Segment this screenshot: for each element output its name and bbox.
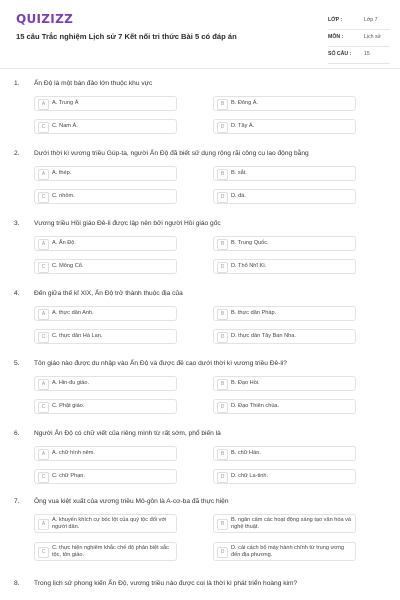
option-c[interactable] (34, 469, 177, 484)
option-text: A. Hin-đu giáo. (52, 380, 90, 386)
option-text: D. Tây Á. (231, 123, 255, 129)
option-text: A. Trung Á (52, 100, 79, 106)
option-letter: A (38, 449, 49, 460)
question-number: 3. (14, 220, 20, 227)
option-b[interactable] (213, 166, 356, 181)
question-text: Đến giữa thế kỉ XIX, Ấn Độ trở thành thuộc địa của (34, 290, 183, 297)
option-letter: D (217, 332, 228, 343)
option-c[interactable] (34, 259, 177, 274)
meta-row-subject (328, 31, 390, 47)
option-a[interactable] (34, 376, 177, 391)
option-text: B. Trung Quốc. (231, 240, 269, 246)
option-a[interactable] (34, 306, 177, 321)
option-text: D. cải cách bộ máy hành chính từ trung ương đến địa phương. (231, 545, 345, 558)
option-b[interactable] (213, 306, 356, 321)
option-a[interactable] (34, 446, 177, 461)
option-a[interactable] (34, 166, 177, 181)
header-divider (0, 68, 400, 69)
option-letter: D (217, 402, 228, 413)
question-number: 7. (14, 498, 20, 505)
option-text: A. chữ hình nêm. (52, 450, 95, 456)
option-text: D. đá. (231, 193, 246, 199)
option-letter: D (217, 262, 228, 273)
question-number: 6. (14, 430, 20, 437)
option-letter: A (38, 379, 49, 390)
option-d[interactable] (213, 542, 356, 561)
option-text: D. thực dân Tây Ban Nha. (231, 333, 296, 339)
option-letter: B (217, 309, 228, 320)
option-letter: D (217, 192, 228, 203)
option-letter: C (38, 192, 49, 203)
option-letter: A (38, 309, 49, 320)
option-letter: C (38, 332, 49, 343)
option-letter: A (38, 169, 49, 180)
option-d[interactable] (213, 399, 356, 414)
option-b[interactable] (213, 376, 356, 391)
meta-row-question-count (328, 48, 390, 64)
option-text: B. Đông Á. (231, 100, 259, 106)
option-letter: A (38, 519, 49, 530)
option-letter: B (217, 449, 228, 460)
question-number: 4. (14, 290, 20, 297)
option-text: C. Nam Á. (52, 123, 78, 129)
option-text: D. Thổ Nhĩ Kì. (231, 263, 267, 269)
option-text: C. chữ Phạn. (52, 473, 85, 479)
option-letter: A (38, 99, 49, 110)
option-d[interactable] (213, 469, 356, 484)
option-letter: B (217, 239, 228, 250)
option-b[interactable] (213, 514, 356, 533)
option-text: A. khuyến khích cự bóc lột của quý tộc đối với người dân. (52, 517, 167, 530)
meta-label: MÔN : (328, 34, 344, 40)
meta-value: Lịch sử (364, 34, 382, 40)
question-number: 8. (14, 580, 20, 587)
option-text: B. Đạo Hồi. (231, 380, 260, 386)
worksheet-header (0, 0, 400, 70)
option-letter: D (217, 122, 228, 133)
option-letter: B (217, 379, 228, 390)
question-text: Ấn Độ là một bán đảo lớn thuộc khu vực (34, 80, 153, 87)
option-letter: C (38, 547, 49, 558)
quizizz-logo[interactable]: QUIZIZZ (16, 12, 74, 26)
option-letter: C (38, 402, 49, 413)
option-letter: D (217, 472, 228, 483)
option-text: B. thực dân Pháp. (231, 310, 277, 316)
question-text: Vương triều Hồi giáo Đê-li được lập nên bởi người Hồi giáo gốc (34, 220, 221, 227)
question-text: Ông vua kiệt xuất của vương triều Mô-gôn là A-cơ-ba đã thực hiện (34, 498, 229, 505)
option-c[interactable] (34, 189, 177, 204)
option-text: D. chữ La-tinh. (231, 473, 269, 479)
meta-value: 15 (364, 51, 370, 57)
question-number: 1. (14, 80, 20, 87)
meta-info (328, 14, 390, 65)
option-c[interactable] (34, 119, 177, 134)
question-text: Tôn giáo nào được du nhập vào Ấn Độ và được đề cao dưới thời kì vương triều Đê-li? (34, 360, 287, 367)
meta-value: Lớp 7 (364, 17, 378, 23)
meta-label: SỐ CÂU : (328, 51, 352, 57)
option-text: B. chữ Hán. (231, 450, 261, 456)
option-d[interactable] (213, 189, 356, 204)
option-d[interactable] (213, 329, 356, 344)
option-c[interactable] (34, 542, 177, 561)
option-text: B. ngăn cấm các hoạt động sáng tạo văn hóa và nghệ thuật. (231, 517, 352, 530)
option-c[interactable] (34, 399, 177, 414)
option-d[interactable] (213, 259, 356, 274)
option-letter: C (38, 472, 49, 483)
option-a[interactable] (34, 96, 177, 111)
option-a[interactable] (34, 514, 177, 533)
option-text: C. thực hiện nghiêm khắc chế độ phân biệt sắc tộc, tôn giáo. (52, 545, 169, 558)
option-letter: C (38, 262, 49, 273)
question-text: Dưới thời kì vương triều Gúp-ta, người Ấn Độ đã biết sử dụng rộng rãi công cụ lao động bằng (34, 150, 309, 157)
option-c[interactable] (34, 329, 177, 344)
meta-row-class (328, 14, 390, 30)
option-b[interactable] (213, 446, 356, 461)
option-text: A. thép. (52, 170, 72, 176)
option-d[interactable] (213, 119, 356, 134)
question-number: 5. (14, 360, 20, 367)
option-letter: B (217, 169, 228, 180)
option-b[interactable] (213, 96, 356, 111)
option-text: C. Phật giáo. (52, 403, 85, 409)
question-text: Trong lịch sử phong kiến Ấn Độ, vương triều nào được coi là thời kì phát triển hoàng kim? (34, 580, 298, 587)
option-letter: A (38, 239, 49, 250)
option-text: A. Ấn Độ. (52, 240, 76, 246)
option-letter: B (217, 519, 228, 530)
question-number: 2. (14, 150, 20, 157)
option-letter: C (38, 122, 49, 133)
option-text: C. thực dân Hà Lan. (52, 333, 103, 339)
option-text: D. Đạo Thiên chúa. (231, 403, 280, 409)
option-letter: D (217, 547, 228, 558)
option-b[interactable] (213, 236, 356, 251)
option-text: B. sắt. (231, 170, 247, 176)
option-text: A. thực dân Anh. (52, 310, 94, 316)
option-text: C. Mông Cổ. (52, 263, 84, 269)
meta-label: LỚP : (328, 17, 343, 23)
option-a[interactable] (34, 236, 177, 251)
option-letter: B (217, 99, 228, 110)
worksheet-title: 15 câu Trắc nghiệm Lịch sử 7 Kết nối tri thức Bài 5 có đáp án (16, 32, 237, 41)
question-text: Người Ấn Độ có chữ viết của riêng mình từ rất sớm, phổ biến là (34, 430, 221, 437)
option-text: C. nhôm. (52, 193, 75, 199)
